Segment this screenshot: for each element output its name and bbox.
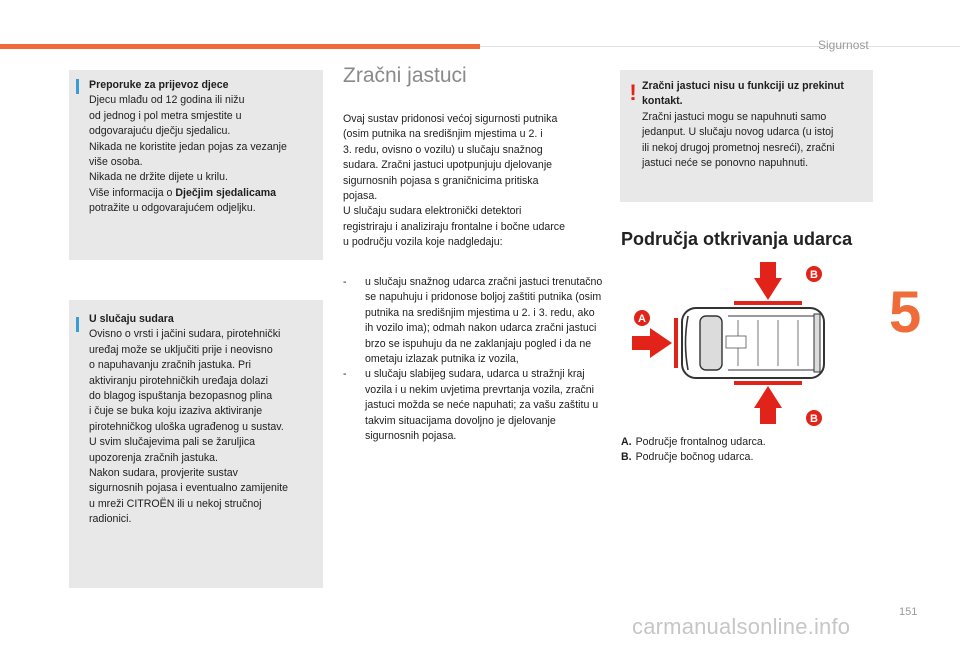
legend-row [621, 450, 766, 465]
warning-box [620, 70, 873, 202]
info-box-text [89, 312, 315, 528]
van-top-view-icon [682, 308, 824, 378]
list-item [343, 275, 605, 367]
label-b-top: B [810, 269, 818, 281]
list-item-text: u slučaju snažnog udarca zračni jastuci trenutačno se napuhuju i pridonose boljoj zaštiti putnika (osim putnika na središnjim mjestima u 2. i 3. redu, ako ih vozilo ima); odmah nakon udarca zračni jastuci brzo se ispuhuju da ne zaklanjaju pogled i da ne ometaju izlazak putnika iz vozila, [365, 276, 603, 366]
warning-body: Zračni jastuci mogu se napuhnuti samo jedanput. U slučaju novog udarca (u istoj ili nekoj drugoj prometnoj nesreći), zračni jastuci neće se ponovno napuhnuti. [642, 110, 835, 170]
list-item [343, 367, 605, 444]
section-title: Sigurnost [818, 38, 869, 52]
legend-text: Područje bočnog udarca. [635, 451, 754, 464]
legend-key: A. [621, 436, 632, 448]
side-zone-bottom [734, 381, 802, 385]
info-box-child-transport [69, 70, 323, 260]
intro-paragraph: Ovaj sustav pridonosi većoj sigurnosti putnika (osim putnika na središnjim mjestima u 2. i 3. redu, ovisno o vozilu) u slučaju snažnog sudara. Zračni jastuci upotpunjuju djelovanje sigurnosnih pojasa s graničnicima pritiska pojasa. U slučaju sudara elektronički detektori registriraju i analiziraju frontalne i bočne udarce u području vozila koje nadgledaju: [343, 113, 565, 249]
info-icon [76, 317, 79, 332]
zones-legend [621, 435, 766, 466]
top-rule [480, 46, 960, 47]
chapter-number: 5 [889, 280, 922, 345]
label-a-marker [634, 310, 650, 326]
info-box-body: Ovisno o vrsti i jačini sudara, pirotehnički uređaj može se uključiti prije i neovisno o napuhavanju zračnih jastuka. Pri aktiviranju pirotehničkih uređaja dolazi do blagog ispuštanja bezopasnog plina i čuje se buka koju izaziva aktiviranje pirotehničkog uloška ugrađenog u sustav. U svim slučajevima pali se žaruljica upozorenja zračnih jastuka. Nakon sudara, provjerite sustav sigurnosnih pojasa i eventualno zamijenite u mreži CITROËN ili u nekoj stručnoj radionici. [89, 328, 289, 526]
label-b-bottom-marker [806, 410, 822, 426]
list-dash: - [343, 368, 347, 381]
list-item-text: u slučaju slabijeg sudara, udarca u stražnji kraj vozila i u nekim uvjetima prevrtanja vozila, zračni jastuci možda se neće napuhati; za vašu zaštitu u takvim situacijama dovoljno je djelovanje sigurnosnih pojasa. [365, 368, 599, 443]
top-accent-bar [0, 44, 480, 49]
legend-text: Područje frontalnog udarca. [635, 436, 766, 448]
info-icon [76, 79, 79, 94]
warning-box-text [642, 79, 865, 171]
body-highlight: Dječjim sjedalicama [175, 186, 277, 199]
info-box-crash [69, 300, 323, 588]
info-box-body [89, 93, 315, 216]
front-zone [674, 318, 678, 368]
legend-key: B. [621, 451, 632, 464]
info-box-text [89, 78, 315, 217]
warning-exclamation-icon: ! [629, 80, 637, 105]
body-text-end: potražite u odgovarajućem odjeljku. [89, 202, 256, 215]
label-a: A [638, 313, 646, 325]
label-b-top-marker [806, 266, 822, 282]
warning-title: Zračni jastuci nisu u funkciji uz prekinut kontakt. [642, 80, 844, 108]
zones-heading: Područja otkrivanja udarca [621, 229, 853, 249]
bullet-list [343, 275, 605, 444]
info-box-title: U slučaju sudara [89, 313, 174, 325]
info-box-title: Preporuke za prijevoz djece [89, 79, 229, 91]
side-zone-top [734, 301, 802, 305]
page-number: 151 [899, 606, 918, 618]
watermark: carmanualsonline.info [632, 614, 851, 639]
label-b-bottom: B [810, 413, 818, 425]
list-dash: - [343, 276, 347, 288]
page-heading: Zračni jastuci [343, 64, 467, 87]
side-impact-arrow-bottom-icon [754, 386, 782, 424]
body-text: Djecu mlađu od 12 godina ili nižu od jednog i pol metra smjestite u odgovarajuću dječju sjedalicu. Nikada ne koristite jedan pojas za vezanje više osoba. Nikada ne držite dijete u krilu. Više informacija o [89, 94, 287, 199]
van-impact-zones-diagram [628, 258, 828, 428]
front-impact-arrow-icon [632, 328, 672, 358]
side-impact-arrow-top-icon [754, 262, 782, 300]
legend-row [621, 435, 766, 450]
